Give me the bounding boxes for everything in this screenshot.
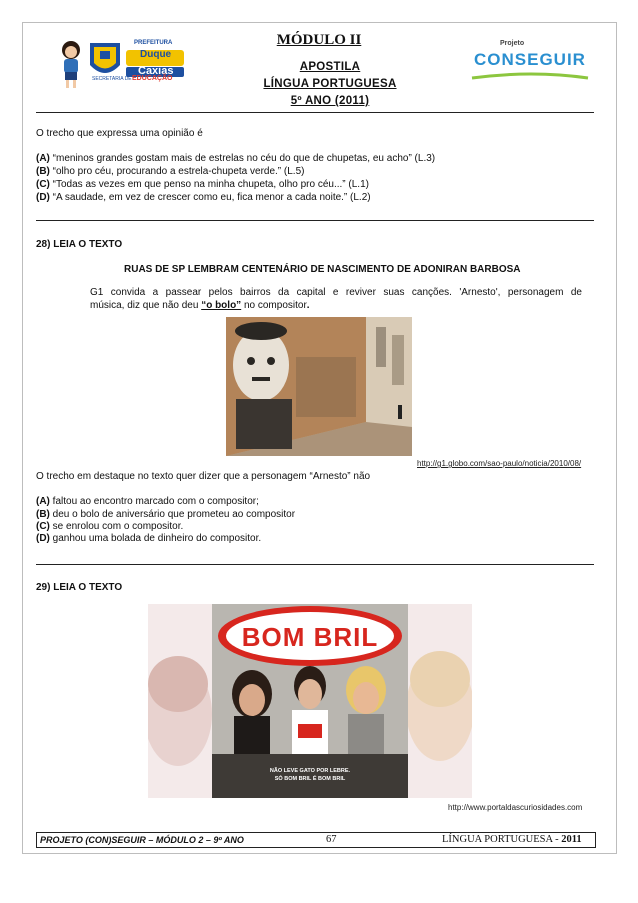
- q28-option-d: [36, 532, 261, 545]
- q27-option-b-text: “olho pro céu, procurando a estrela-chupeta verde.” (L.5): [49, 166, 305, 177]
- q28-body-line-1: G1 convida a passear pelos bairros da capital e reviver suas canções. 'Arnesto', personagem de: [90, 287, 582, 298]
- q29-source-url[interactable]: http://www.portaldascuriosidades.com: [448, 803, 583, 812]
- logo-prefeitura-text: PREFEITURA: [134, 40, 173, 46]
- q27-option-a-text: “meninos grandes gostam mais de estrelas no céu do que de chupetas, eu acho” (L.3): [49, 153, 436, 164]
- projeto-conseguir-logo: [468, 40, 592, 84]
- adoniran-mural-photo: [226, 317, 412, 456]
- bombril-ad-tagline-1: NÃO LEVE GATO POR LEBRE.: [269, 768, 351, 774]
- logo-city-text-1: Duque: [140, 49, 172, 60]
- footer-subject: LÍNGUA PORTUGUESA -: [442, 834, 562, 845]
- q28-option-c-text: se enrolou com o compositor.: [49, 521, 184, 532]
- footer-year: 2011: [561, 834, 582, 845]
- bombril-ad-brand: BOM BRIL: [241, 622, 379, 652]
- q28-source-url[interactable]: http://g1.globo.com/sao-paulo/noticia/2010/08/: [417, 459, 582, 468]
- logo-conseguir-text: CONSEGUIR: [474, 50, 586, 69]
- header-rule: [36, 112, 594, 113]
- q27-option-c-letter: (C): [36, 179, 50, 190]
- logo-secretaria-text: SECRETARIA DE: [92, 76, 132, 82]
- q28-body-text: música, diz que não deu: [90, 300, 202, 311]
- module-title: MÓDULO II: [276, 32, 362, 48]
- q28-option-a: [36, 495, 259, 508]
- bombril-ad-tagline-2: SÓ BOM BRIL É BOM BRIL: [274, 776, 346, 782]
- footer-page-number: 67: [326, 834, 337, 845]
- q27-option-d-letter: (D): [36, 192, 50, 203]
- separator-2: [36, 564, 594, 565]
- q28-option-a-text: faltou ao encontro marcado com o compositor;: [49, 496, 259, 507]
- bombril-ad-image: [212, 604, 408, 798]
- q27-option-a-letter: (A): [36, 153, 50, 164]
- q27-option-c-text: “Todas as vezes em que penso na minha chupeta, olho pro céu...” (L.1): [49, 179, 369, 190]
- q28-prompt: O trecho em destaque no texto quer dizer que a personagem “Arnesto” não: [36, 471, 371, 482]
- apostila-label: APOSTILA: [299, 61, 361, 73]
- footer-project-label: PROJETO (CON)SEGUIR – MÓDULO 2 – 9º ANO: [40, 835, 244, 845]
- q27-option-b: [36, 165, 304, 178]
- footer-subject-year: [442, 834, 582, 845]
- q28-highlight-o-bolo: “o bolo”: [201, 300, 242, 311]
- logo-city-text-2: Caxias: [138, 65, 174, 77]
- q27-prompt: O trecho que expressa uma opinião é: [36, 128, 203, 139]
- q28-body-period: .: [306, 300, 310, 311]
- q27-option-a: [36, 152, 435, 165]
- q28-heading: 28) LEIA O TEXTO: [36, 239, 123, 250]
- separator-1: [36, 220, 594, 221]
- q27-option-c: [36, 178, 369, 191]
- q28-option-d-text: ganhou uma bolada de dinheiro do compositor.: [49, 533, 262, 544]
- q28-option-c-letter: (C): [36, 521, 50, 532]
- q28-option-a-letter: (A): [36, 496, 50, 507]
- q28-body-text-end: no compositor: [241, 300, 307, 311]
- logo-educacao-text: EDUCAÇÃO: [132, 75, 173, 82]
- q28-option-d-letter: (D): [36, 533, 50, 544]
- q29-heading: 29) LEIA O TEXTO: [36, 582, 123, 593]
- q27-option-d: [36, 191, 371, 204]
- q28-option-b-text: deu o bolo de aniversário que prometeu ao compositor: [49, 509, 296, 520]
- q28-body-line-2: [90, 299, 310, 312]
- q27-option-d-text: “A saudade, em vez de crescer como eu, fica menor a cada noite.” (L.2): [49, 192, 371, 203]
- logo-projeto-text: Projeto: [500, 40, 525, 47]
- q28-option-b-letter: (B): [36, 509, 50, 520]
- q27-option-b-letter: (B): [36, 166, 50, 177]
- subject-label: LÍNGUA PORTUGUESA: [263, 78, 397, 90]
- q28-title: RUAS DE SP LEMBRAM CENTENÁRIO DE NASCIMENTO DE ADONIRAN BARBOSA: [124, 264, 521, 275]
- grade-label: 5º ANO (2011): [290, 95, 370, 107]
